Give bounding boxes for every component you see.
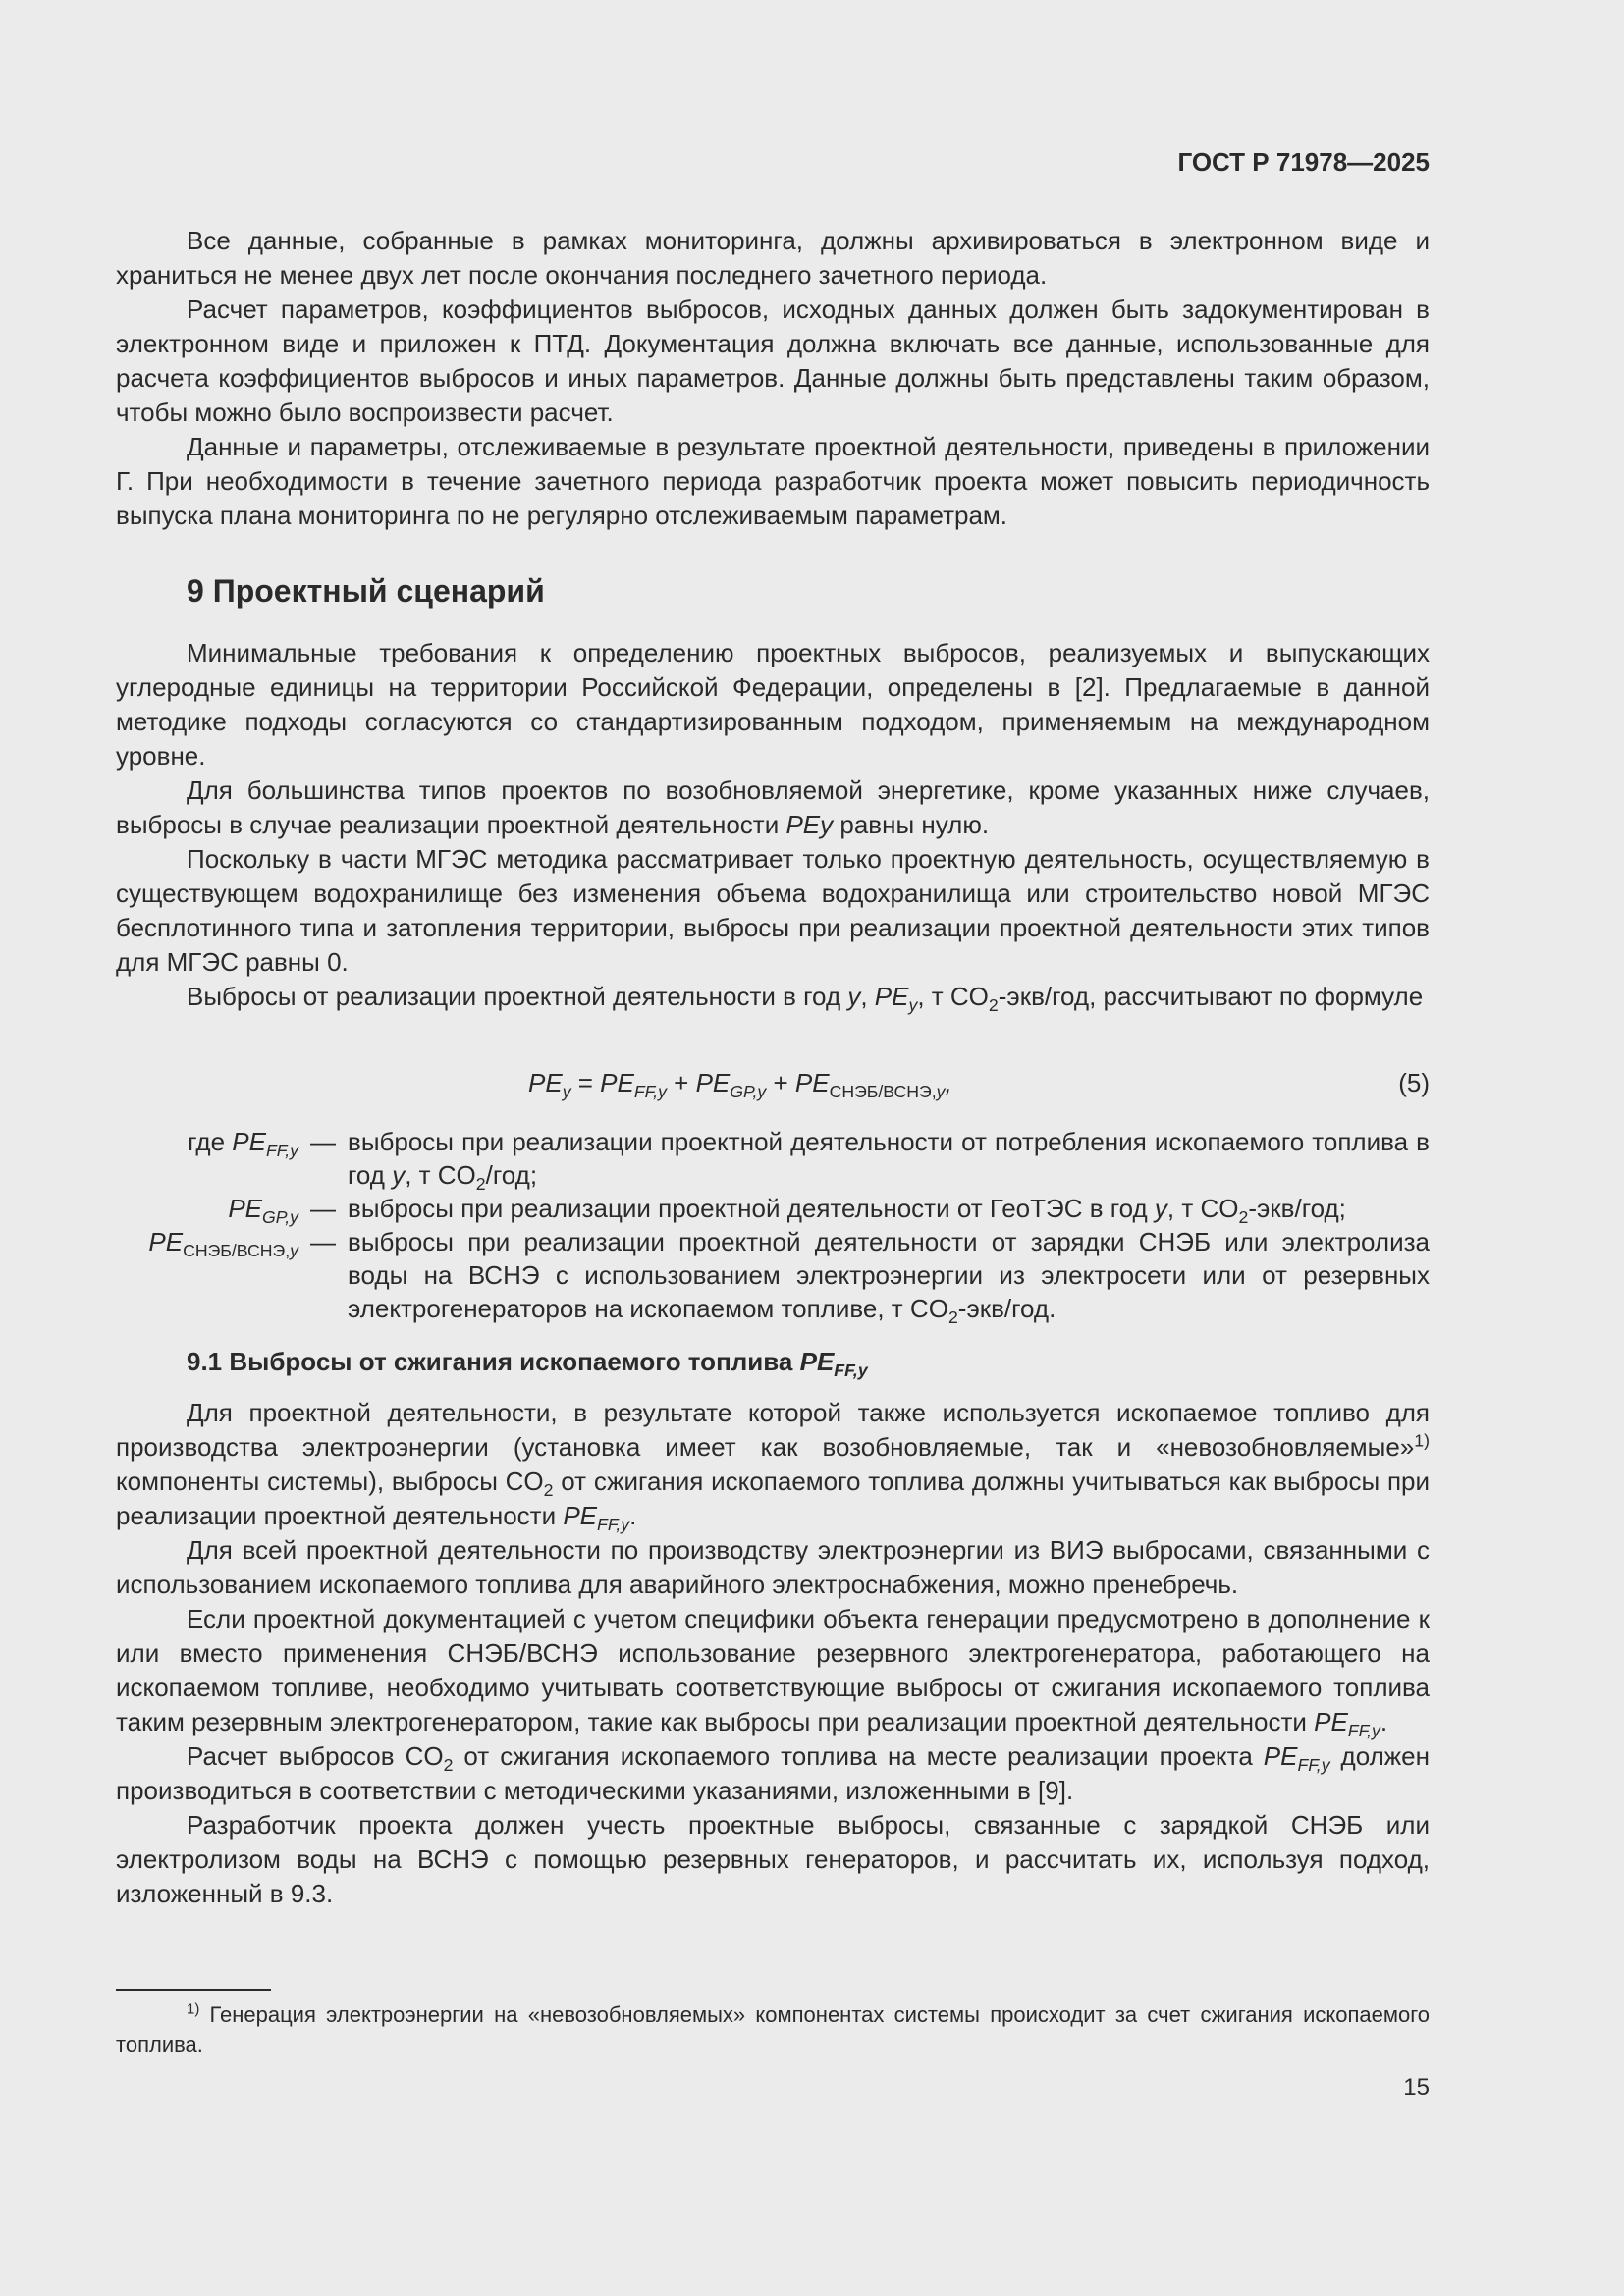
section-9-text <box>116 636 1430 1014</box>
document-code: ГОСТ Р 71978—2025 <box>1177 147 1430 177</box>
section-9-1-text <box>116 1396 1430 1911</box>
paragraph: Минимальные требования к определению проектных выбросов, реализуемых и выпускающих углеродные единицы на территории Российской Федерации, определены в [2]. Предлагаемые в данной методике подходы согласуются со стандартизированным подходом, применяемым на международном уровне. <box>116 638 1430 771</box>
paragraph: Все данные, собранные в рамках мониторинга, должны архивироваться в электронном виде и храниться не менее двух лет после окончания последнего зачетного периода. <box>116 226 1430 290</box>
formula-legend <box>116 1125 1430 1328</box>
legend-item: $PE_{СНЭБ/ВСНЭ,y}$ — выбросы при реализации проектной деятельности от зарядки СНЭБ или электролиза воды на ВСНЭ с использованием электроэнергии из электросети или от резервных электрогенераторов на ископаемом топливе, т $CO_2-экв$/год. <box>148 1227 1430 1328</box>
paragraph: Выбросы от реализации проектной деятельности в год y, $PE_y$, т $CO_2-экв$/год, рассчитывают по формуле <box>187 982 1424 1016</box>
footnote-divider <box>116 1989 271 1991</box>
intro-text <box>116 224 1430 533</box>
legend-item: где $PE_{FF,y}$ — выбросы при реализации проектной деятельности от потребления ископаемого топлива в год y, т $CO_2$/год; <box>188 1127 1430 1195</box>
paragraph: Если проектной документацией с учетом специфики объекта генерации предусмотрено в дополнение к или вместо применения СНЭБ/ВСНЭ использование резервного электрогенератора, работающего на ископаемом топливе, необходимо учитывать соответствующие выбросы от сжигания ископаемого топлива таким резервным электрогенератором, такие как выбросы при реализации проектной деятельности $PE_{FF,y}$. <box>116 1604 1430 1741</box>
formula-expression: $PE_y = PE_{FF,y} + PE_{GP,y} + PE_{СНЭБ/ВСНЭ,y}$, <box>528 1068 952 1102</box>
paragraph: Для проектной деятельности, в результате которой также используется ископаемое топливо для производства электроэнергии (установка имеет как возобновляемые, так и «невозобновляемые»$^{1)}$ компоненты системы), выбросы $CO_2$ от сжигания ископаемого топлива должны учитываться как выбросы при реализации проектной деятельности $PE_{FF,y}$. <box>116 1398 1431 1535</box>
page-number: 15 <box>1403 2074 1430 2101</box>
paragraph: Для всей проектной деятельности по производству электроэнергии из ВИЭ выбросами, связанными с использованием ископаемого топлива для аварийного электроснабжения, можно пренебречь. <box>116 1535 1430 1599</box>
paragraph: Расчет параметров, коэффициентов выбросов, исходных данных должен быть задокументирован в электронном виде и приложен к ПТД. Документация должна включать все данные, использованные для расчета коэффициентов выбросов и иных параметров. Данные должны быть представлены таким образом, чтобы можно было воспроизвести расчет. <box>116 294 1430 427</box>
legend-item: $PE_{GP,y}$ — выбросы при реализации проектной деятельности от ГеоТЭС в год y, т $CO_2-экв$/год; <box>228 1194 1346 1228</box>
paragraph: Поскольку в части МГЭС методика рассматривает только проектную деятельность, осуществляемую в существующем водохранилище без изменения объема водохранилища или строительство новой МГЭС бесплотинного типа и затопления территории, выбросы при реализации проектной деятельности этих типов для МГЭС равны 0. <box>116 844 1430 977</box>
subsection-title: 9.1 Выбросы от сжигания ископаемого топлива $PE_{FF,y}$ <box>187 1347 868 1381</box>
paragraph: Разработчик проекта должен учесть проектные выбросы, связанные с зарядкой СНЭБ или электролизом воды на ВСНЭ с помощью резервных генераторов, и рассчитать их, используя подход, изложенный в 9.3. <box>116 1810 1430 1908</box>
paragraph: Для большинства типов проектов по возобновляемой энергетике, кроме указанных ниже случаев, выбросы в случае реализации проектной деятельности PEy равны нулю. <box>116 775 1430 839</box>
footnote: $^{1)}$ Генерация электроэнергии на «невозобновляемых» компонентах системы происходит за счет сжигания ископаемого топлива. <box>116 2001 1430 2056</box>
formula-5 <box>116 1068 1430 1103</box>
paragraph: Данные и параметры, отслеживаемые в результате проектной деятельности, приведены в приложении Г. При необходимости в течение зачетного периода разработчик проекта может повысить периодичность выпуска плана мониторинга по не регулярно отслеживаемым параметрам. <box>116 432 1430 530</box>
paragraph: Расчет выбросов $CO_2$ от сжигания ископаемого топлива на месте реализации проекта $PE_{FF,y}$ должен производиться в соответствии с методическими указаниями, изложенными в [9]. <box>116 1741 1430 1805</box>
section-title: 9 Проектный сценарий <box>187 573 545 609</box>
formula-number: (5) <box>1398 1068 1430 1097</box>
